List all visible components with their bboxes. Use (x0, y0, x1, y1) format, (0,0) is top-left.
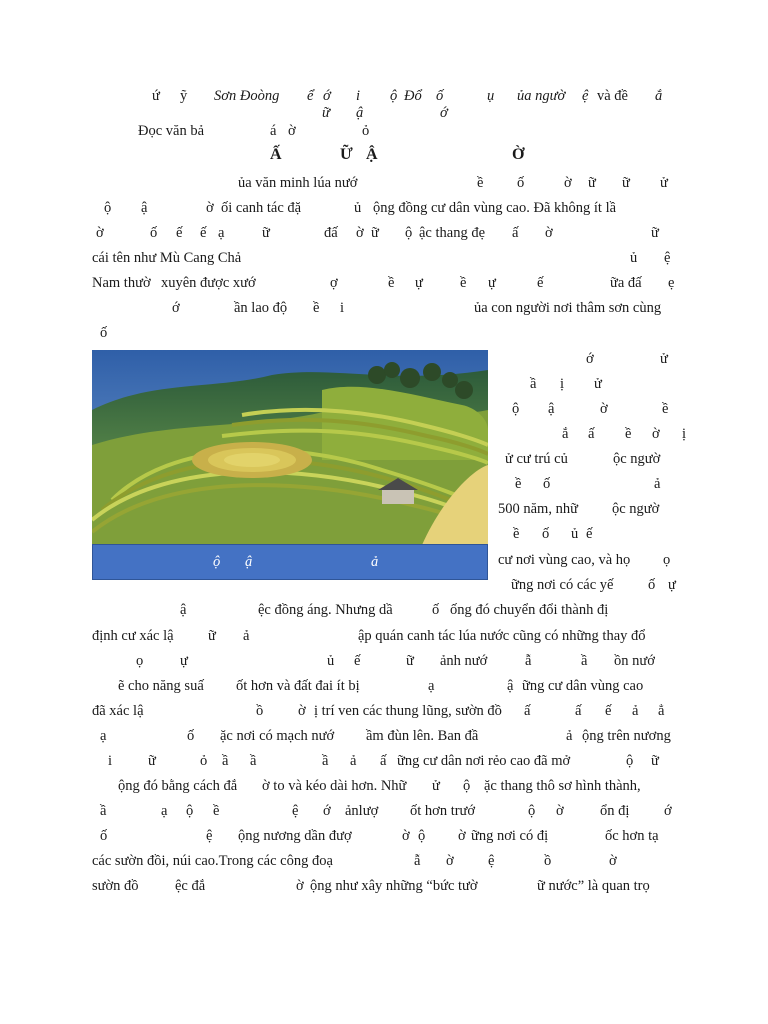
intro-fragment: ứ (152, 88, 160, 104)
page-title: Ậ (366, 146, 378, 163)
side-text: ị (682, 426, 687, 442)
body-text: ề (477, 175, 484, 191)
body-text: ộ (405, 225, 413, 241)
body-text: ờ (298, 703, 306, 719)
body-text: ả (243, 628, 250, 644)
body-text: ờ to và kéo dài hơn. Nhữ (262, 778, 407, 794)
side-text: ắ (562, 426, 569, 442)
body-text: ả (632, 703, 639, 719)
intro-fragment: Đổ (404, 88, 422, 104)
body-text: ố (150, 225, 158, 241)
body-text: ủa con người nơi thâm sơn cùng (474, 300, 662, 316)
body-text: ập quán canh tác lúa nước cũng có những thay đổ (358, 628, 646, 644)
body-text: ữ (651, 225, 659, 241)
body-text: ộ (626, 753, 634, 769)
body-text: ững cư dân vùng cao (522, 678, 644, 694)
body-text: ờ (564, 175, 572, 191)
body-text: ầ (100, 803, 107, 819)
body-text: ổn đị (600, 803, 630, 819)
body-text: ử (432, 778, 440, 794)
body-text: ỏ (200, 753, 208, 769)
body-text: ệc đồng áng. Nhưng dầ (258, 602, 393, 618)
rice-terrace-illustration (92, 350, 488, 545)
side-text: ố (543, 476, 551, 492)
body-text: ố (432, 602, 440, 618)
body-text: i (108, 753, 113, 769)
body-text: các sườn đồi, núi cao.Trong các công đoạ (92, 853, 333, 869)
body-text: ả (350, 753, 357, 769)
body-text: ẹ (668, 275, 675, 291)
body-text: ế (176, 225, 183, 241)
body-text: ề (313, 300, 320, 316)
body-text: ự (488, 275, 496, 291)
body-text: ớ (664, 803, 672, 819)
body-text: ờ (402, 828, 410, 844)
body-text: ự (180, 653, 188, 669)
body-text: ờ (296, 878, 304, 894)
intro-fragment: ữ (322, 105, 330, 121)
body-text: ị trí ven các thung lũng, sườn đồ (314, 703, 502, 719)
body-text: ộ (418, 828, 426, 844)
body-text: ẽ cho năng suấ (118, 678, 204, 694)
body-text: ộ (463, 778, 471, 794)
body-text: ề (388, 275, 395, 291)
intro-fragment: ỹ (180, 88, 188, 104)
side-text: ờ (652, 426, 660, 442)
body-text: ủ (327, 653, 335, 669)
body-text: ầ (250, 753, 257, 769)
body-text: ế (200, 225, 207, 241)
body-text: ồ (544, 853, 552, 869)
intro-fragment: ể (307, 88, 314, 104)
side-text: ị (560, 376, 565, 392)
body-text: ặc thang thô sơ hình thành, (484, 778, 641, 794)
body-text: ồn nướ (614, 653, 655, 669)
intro-fragment: ắ (655, 88, 663, 104)
body-text: ốc hơn tạ (605, 828, 659, 844)
body-text: ốt hơn và đất đai ít bị (236, 678, 360, 694)
body-text: ộng đó bằng cách đắ (118, 778, 238, 794)
body-text: ữ (208, 628, 216, 644)
intro-place-name: Sơn Đoòng (214, 88, 280, 104)
body-text: ủa văn minh lúa nướ (238, 175, 358, 191)
intro-fragment: ớ (440, 105, 448, 121)
body-text: ế (537, 275, 544, 291)
reading-instruction: Đọc văn bả (138, 123, 205, 139)
body-text: ặc nơi có mạch nướ (220, 728, 335, 744)
side-text: ố (648, 577, 656, 593)
side-text: ớ (586, 351, 594, 367)
reading-instruction: ỏ (362, 123, 370, 139)
body-text: ề (213, 803, 220, 819)
body-text: định cư xác lậ (92, 628, 174, 644)
body-text: ậ (507, 678, 514, 694)
body-text: ộng trên nương (582, 728, 671, 744)
body-text: ộ (186, 803, 194, 819)
body-text: ờ (446, 853, 454, 869)
body-text: ững cư dân nơi rẻo cao đã mở (397, 753, 571, 769)
side-text: ờ (600, 401, 608, 417)
page-title: Ờ (512, 146, 525, 163)
body-text: xuyên được xướ (161, 275, 256, 291)
body-text: ờ (458, 828, 466, 844)
body-text: ọ (136, 653, 144, 669)
body-text: ạ (161, 803, 168, 819)
body-text: ẳ (658, 703, 665, 719)
body-text: ấ (575, 703, 582, 719)
page-title: Ấ (270, 146, 282, 163)
body-text: ần lao độ (234, 300, 288, 316)
body-text: ữ (371, 225, 379, 241)
body-text: ữ nước” là quan trọ (537, 878, 650, 894)
body-text: ạ (428, 678, 435, 694)
body-text: đấ (324, 225, 338, 241)
intro-fragment: ủa ngườ (517, 88, 566, 104)
side-text: ậ (548, 401, 555, 417)
intro-fragment: ụ (487, 88, 495, 104)
reading-instruction: ờ (288, 123, 296, 139)
body-text: ố (100, 828, 108, 844)
body-text: ờ (609, 853, 617, 869)
body-text: ờ (556, 803, 564, 819)
body-text: ối canh tác đặ (221, 200, 302, 216)
body-text: sườn đồ (92, 878, 139, 894)
body-text: ộ (528, 803, 536, 819)
body-text: cái tên như Mù Cang Chả (92, 250, 242, 266)
caption-fragment: ộ (213, 554, 221, 570)
body-text: ậ (141, 200, 148, 216)
body-text: ấ (380, 753, 387, 769)
body-text: ề (460, 275, 467, 291)
body-text: ệ (292, 803, 299, 819)
body-text: ấ (524, 703, 531, 719)
body-text: ớ (323, 803, 331, 819)
body-text: ộ (104, 200, 112, 216)
body-text: đã xác lậ (92, 703, 144, 719)
body-text: ữ (406, 653, 414, 669)
body-text: ữ (588, 175, 596, 191)
body-text: ộng như xây những “bức tườ (310, 878, 478, 894)
body-text: ầm đùn lên. Ban đầ (366, 728, 479, 744)
side-text: ọ (663, 552, 671, 568)
body-text: ệ (206, 828, 213, 844)
caption-fragment: ậ (245, 554, 253, 570)
side-text: ố (542, 526, 550, 542)
intro-fragment: ớ (323, 88, 331, 104)
body-text: ốt hơn trướ (410, 803, 476, 819)
body-text: ợ (330, 275, 338, 291)
intro-fragment: và đề (597, 88, 628, 104)
body-text: ẫ (414, 853, 421, 869)
side-text: ững nơi có các yế (511, 577, 614, 593)
intro-fragment: i (356, 88, 361, 104)
side-text: ả (654, 476, 661, 492)
body-text: ầ (581, 653, 588, 669)
body-text: ế (605, 703, 612, 719)
body-text: ữa đấ (610, 275, 642, 291)
body-text: ệ (664, 250, 671, 266)
body-text: ấ (512, 225, 519, 241)
rice-terrace-photo (92, 350, 488, 545)
body-text: ậ (180, 602, 187, 618)
side-text: ề (662, 401, 669, 417)
side-text: cư nơi vùng cao, và họ (498, 552, 631, 568)
body-text: ữ (651, 753, 659, 769)
body-text: ờ (356, 225, 364, 241)
side-text: ầ (530, 376, 537, 392)
page-title: Ữ (340, 146, 353, 163)
side-text: ề (625, 426, 632, 442)
body-text: ủ (354, 200, 362, 216)
body-text: ầ (322, 753, 329, 769)
side-text: 500 năm, nhữ (498, 501, 578, 517)
body-text: ồ (256, 703, 264, 719)
intro-fragment: ộ (390, 88, 398, 104)
side-text: ử (660, 351, 668, 367)
side-text: ấ (588, 426, 595, 442)
body-text: ế (354, 653, 361, 669)
body-text: ữ (148, 753, 156, 769)
intro-fragment: ậ (356, 105, 364, 121)
side-text: ề (513, 526, 520, 542)
body-text: ạ (218, 225, 225, 241)
side-text: ế (586, 526, 593, 542)
body-text: ố (517, 175, 525, 191)
body-text: ộng nương dần đượ (238, 828, 352, 844)
body-text: ữ (622, 175, 630, 191)
body-text: Nam thườ (92, 275, 151, 291)
body-text: ệc đắ (175, 878, 206, 894)
caption-fragment: ả (371, 554, 379, 570)
body-text: ầ (222, 753, 229, 769)
body-text: ộng đồng cư dân vùng cao. Đã không ít lầ (373, 200, 617, 216)
body-text: ẫ (525, 653, 532, 669)
body-text: ớ (172, 300, 180, 316)
body-text: ử (660, 175, 668, 191)
image-caption (92, 544, 488, 580)
intro-fragment: ố (436, 88, 444, 104)
side-text: ử cư trú củ (505, 451, 568, 467)
body-text: ảnlượ (345, 803, 379, 819)
body-text: ữ (262, 225, 270, 241)
side-text: ộc ngườ (613, 451, 661, 467)
side-text: ộc ngườ (612, 501, 660, 517)
reading-instruction: á (270, 123, 277, 139)
body-text: ống đó chuyển đổi thành đị (450, 602, 609, 618)
body-text: ững nơi có đị (471, 828, 549, 844)
intro-fragment: ệ (582, 88, 589, 104)
side-text: ộ (512, 401, 520, 417)
side-text: ử (594, 376, 602, 392)
body-text: ậc thang đẹ (419, 225, 486, 241)
body-text: ờ (96, 225, 104, 241)
body-text: ủ (630, 250, 638, 266)
body-text: ự (415, 275, 423, 291)
side-text: ề (515, 476, 522, 492)
body-text: i (340, 300, 345, 316)
body-text: ảnh nướ (440, 653, 488, 669)
side-text: ủ (571, 526, 579, 542)
body-text: ờ (206, 200, 214, 216)
body-text: ạ (100, 728, 107, 744)
body-text: ả (566, 728, 573, 744)
body-text: ệ (488, 853, 495, 869)
body-text: ờ (545, 225, 553, 241)
body-text: ố (100, 325, 108, 341)
body-text: ố (187, 728, 195, 744)
side-text: ự (668, 577, 676, 593)
